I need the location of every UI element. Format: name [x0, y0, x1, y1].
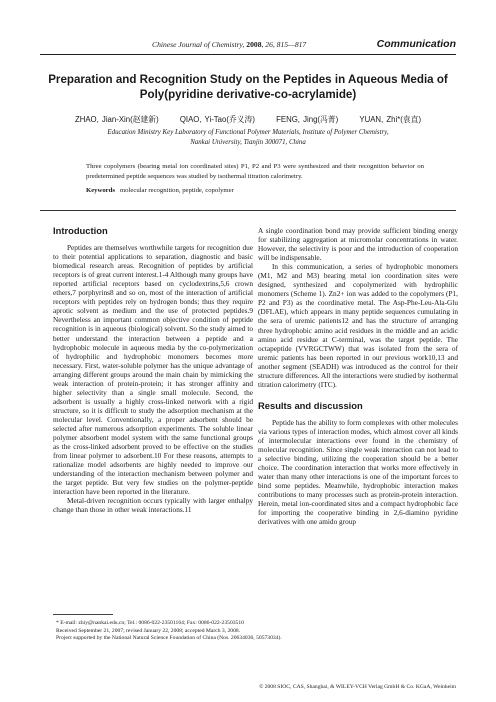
left-column [53, 226, 253, 514]
received-line: Received September 21, 2007; revised January 22, 2008; accepted March 3, 2008. [56, 627, 241, 634]
footnote [56, 620, 456, 643]
page-header [0, 40, 496, 54]
affiliation-line: Nankai University, Tianjin 300071, China [190, 139, 306, 146]
article-title: Preparation and Recognition Study on the Peptides in Aqueous Media of Poly(pyridine derivative-co-acrylamide) [48, 73, 448, 101]
contact-line: * E-mail: zhiy@nankai.edu.cn; Tel.: 0086-022-23501164; Fax: 0086-022-23503510 [56, 620, 244, 626]
intro-paragraph: In this communication, a series of hydrophobic monomers (M1, M2 and M3) bearing metal ion coordination sites were designed, synthesized and copolymerized with hydrophilic monomers (Scheme 1). Zn2+ ion was added to the copolymers (P1, P2 and P3) as the coordinative metal. The Asp-Phe-Leu-Ala-Glu (DFLAE), which appears in many peptide sequences cumulating in the sera of uremic patients12 and has the structure of arranging three hydrophobic amino acid residues in the middle and an acidic amino acid residue at C-terminal, was the target peptide. The octapeptide (VVRGCTWW) that was isolated from the sera of uremic patients has been reported in our previous work10,13 and another segment (SEADH) was introduced as the control for their structure differences. All the interactions were studied by isothermal titration calorimetry (ITC). [258, 262, 458, 389]
abstract: Three copolymers (bearing metal ion coordinated sites) P1, P2 and P3 were synthesized and their recognition behavior on predetermined peptide sequences was studied by isothermal titration calorimetry. [86, 163, 424, 180]
intro-paragraph: Peptides are themselves worthwhile targets for recognition due to their potential applications to separation, diagnostic and basic biomedical research areas. Recognition of peptides by artificial receptors is of great current interest.1-4 Although many groups have reported artificial receptors based on cyclodextrins,5,6 crown ethers,7 porphyrins8 and so on, most of the interaction of artificial receptors with peptides rely on hydrogen bonds; thus they require aprotic solvent as medium and the use of protected peptides.9 Nevertheless an important common objective condition of peptide recognition is in aqueous (biological) solvent. So the study aimed to better understand the interaction between a peptide and a hydrophobic molecule in aqueous media by the co-polymerization of hydrophilic and hydrophobic monomers becomes more necessary. First, water-soluble polymer has the unique advantage of arranging different groups around the main chain by mimicking the weak interaction of protein-protein; it has stronger affinity and higher selectivity than a single small molecule. Second, the adsorbent is usually a highly cross-linked network with a rigid structure, so it is difficult to study the adsorption mechanism at the molecular level. Conventionally, a proper adsorbent should be selected after numerous adsorption experiments. The soluble linear polymer absorbent model system with the same functional groups as the cross-linked adsorbent proved to be effective on the studies from linear polymer to adsorbent.10 For these reasons, attempts to rationalize model adsorbents are highly needed to improve our understanding of the interaction mechanism between polymer and the target peptide. But very few studies on the polymer-peptide interaction have been reported in the literature. [53, 243, 253, 497]
introduction-heading: Introduction [53, 225, 108, 236]
journal-citation: Chinese Journal of Chemistry, 2008, 26, 815—817 [152, 40, 307, 49]
affiliation-line: Education Ministry Key Laboratory of Functional Polymer Materials, Institute of Polymer Chemistry, [107, 129, 389, 136]
author-name: QIAO, Yi-Tao(乔义涛) [179, 115, 255, 124]
intro-paragraph: Metal-driven recognition occurs typically with larger enthalpy change than those in other weak interactions.11 [53, 496, 253, 515]
right-column [258, 226, 458, 526]
results-heading: Results and discussion [258, 399, 363, 411]
author-name: FENG, Jing(冯菁) [276, 115, 339, 124]
keywords [86, 187, 424, 194]
author-list [40, 114, 456, 125]
author-name: YUAN, Zhi*(袁直) [359, 115, 422, 124]
section-label: Communication [376, 38, 456, 50]
keywords-text: molecular recognition, peptide, copolymer [119, 187, 234, 194]
intro-paragraph: A single coordination bond may provide sufficient binding energy for stabilizing aggregation at micromolar concentrations in water. However, the selectivity is poor and the introduction of cooperation will be indispensable. [258, 226, 458, 263]
results-paragraph: Peptide has the ability to form complexes with other molecules via various types of interaction modes, which almost cover all kinds of intermolecular interactions ever found in the chemistry of molecular recognition. Since single weak interaction can not lead to a selective binding, utilizing the cooperation should be a better choice. The coordination interaction that works more effectively in water than many other interactions is one of the important forces to bind some peptides. Meanwhile, hydrophobic interaction makes contributions to many processes such as protein-protein interaction. Herein, metal ion-coordinated sites and a compact hydrophobic face for importing the cooperative binding in 2,6-diamino pyridine derivatives with one amido group [258, 417, 458, 527]
affiliation [40, 128, 456, 148]
keywords-rule [40, 210, 456, 211]
keywords-label: Keywords [86, 187, 115, 194]
copyright: © 2008 SIOC, CAS, Shanghai, & WILEY-VCH Verlag GmbH & Co. KGaA, Weinheim [259, 684, 456, 690]
author-name: ZHAO, Jian-Xin(赵建新) [74, 115, 159, 124]
funding-line: Project supported by the National Natural Science Foundation of China (Nos. 20634030, 50573034). [56, 635, 282, 642]
footnote-rule [53, 614, 113, 615]
header-rule [40, 54, 456, 55]
